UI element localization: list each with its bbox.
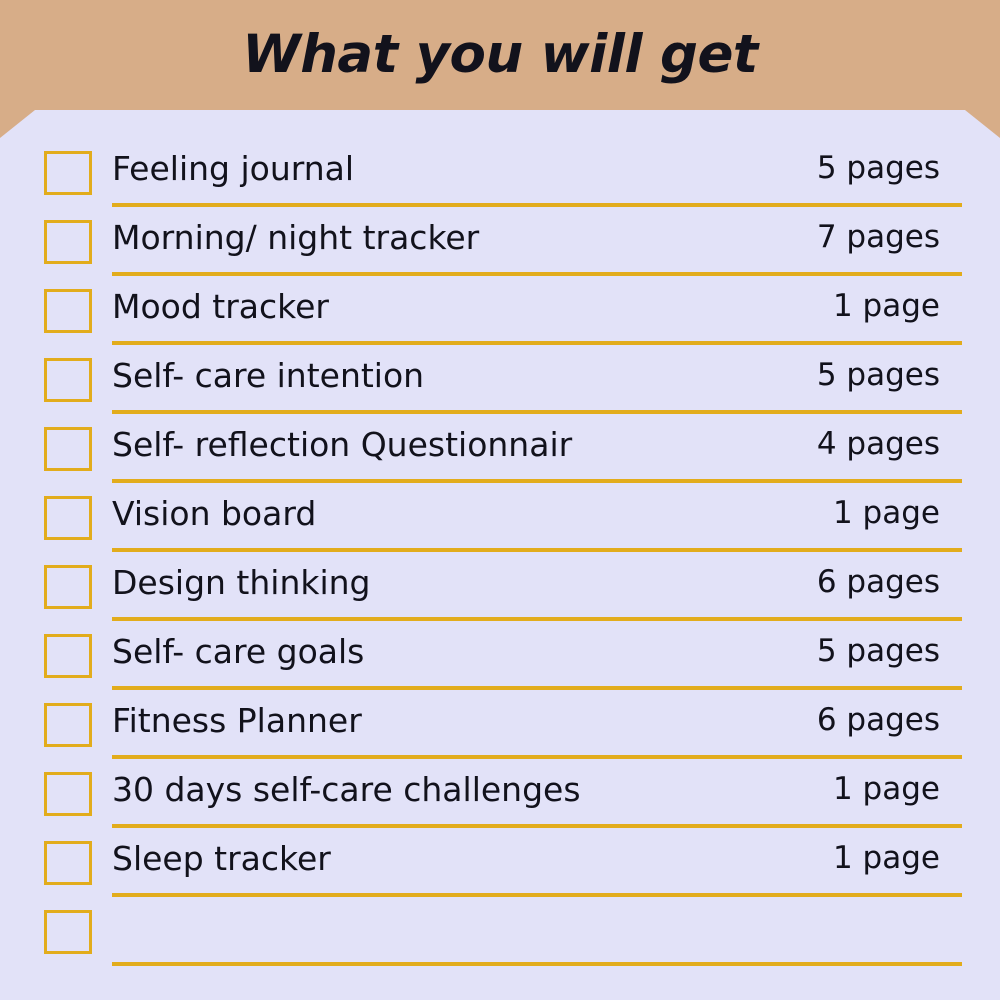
- item-label: Vision board: [112, 494, 317, 533]
- item-label: Self- reflection Questionnair: [112, 425, 573, 464]
- checklist: [0, 138, 1000, 966]
- item-pages: 5 pages: [816, 357, 940, 393]
- list-item-body: [112, 759, 962, 828]
- item-pages: 5 pages: [816, 633, 940, 669]
- checkbox[interactable]: [44, 703, 92, 747]
- list-item[interactable]: [44, 828, 962, 897]
- checkbox[interactable]: [44, 565, 92, 609]
- item-label: Self- care goals: [112, 632, 365, 671]
- list-item[interactable]: [44, 690, 962, 759]
- item-pages: 1 page: [832, 771, 940, 807]
- item-pages: 1 page: [832, 840, 940, 876]
- item-label: Design thinking: [112, 563, 371, 602]
- list-item-body: [112, 138, 962, 207]
- list-item-body: [112, 207, 962, 276]
- list-item-body: [112, 897, 962, 966]
- item-pages: 6 pages: [816, 564, 940, 600]
- item-pages: 6 pages: [816, 702, 940, 738]
- checkbox[interactable]: [44, 220, 92, 264]
- checkbox[interactable]: [44, 634, 92, 678]
- item-label: Morning/ night tracker: [112, 218, 480, 257]
- list-item-body: [112, 828, 962, 897]
- item-pages: 5 pages: [816, 150, 940, 186]
- list-item[interactable]: [44, 138, 962, 207]
- checkbox[interactable]: [44, 910, 92, 954]
- page-title: What you will get: [242, 24, 758, 85]
- item-label: Fitness Planner: [112, 701, 362, 740]
- list-item[interactable]: [44, 207, 962, 276]
- item-label: 30 days self-care challenges: [112, 770, 581, 809]
- list-item-body: [112, 276, 962, 345]
- header-banner: [0, 0, 1000, 138]
- list-item[interactable]: [44, 276, 962, 345]
- list-item[interactable]: [44, 552, 962, 621]
- list-item[interactable]: [44, 345, 962, 414]
- list-item[interactable]: [44, 414, 962, 483]
- list-item[interactable]: [44, 759, 962, 828]
- list-item-body: [112, 345, 962, 414]
- item-pages: 4 pages: [816, 426, 940, 462]
- list-item[interactable]: [44, 897, 962, 966]
- item-label: Self- care intention: [112, 356, 425, 395]
- list-item-body: [112, 483, 962, 552]
- item-label: Sleep tracker: [112, 839, 331, 878]
- list-item-body: [112, 690, 962, 759]
- checkbox[interactable]: [44, 151, 92, 195]
- item-pages: 1 page: [832, 288, 940, 324]
- list-item-body: [112, 414, 962, 483]
- list-item[interactable]: [44, 621, 962, 690]
- list-item[interactable]: [44, 483, 962, 552]
- checkbox[interactable]: [44, 427, 92, 471]
- item-pages: 1 page: [832, 495, 940, 531]
- checkbox[interactable]: [44, 358, 92, 402]
- item-label: Feeling journal: [112, 149, 355, 188]
- list-item-body: [112, 621, 962, 690]
- list-item-body: [112, 552, 962, 621]
- checkbox[interactable]: [44, 496, 92, 540]
- checkbox[interactable]: [44, 289, 92, 333]
- item-pages: 7 pages: [816, 219, 940, 255]
- item-label: Mood tracker: [112, 287, 329, 326]
- checkbox[interactable]: [44, 841, 92, 885]
- checkbox[interactable]: [44, 772, 92, 816]
